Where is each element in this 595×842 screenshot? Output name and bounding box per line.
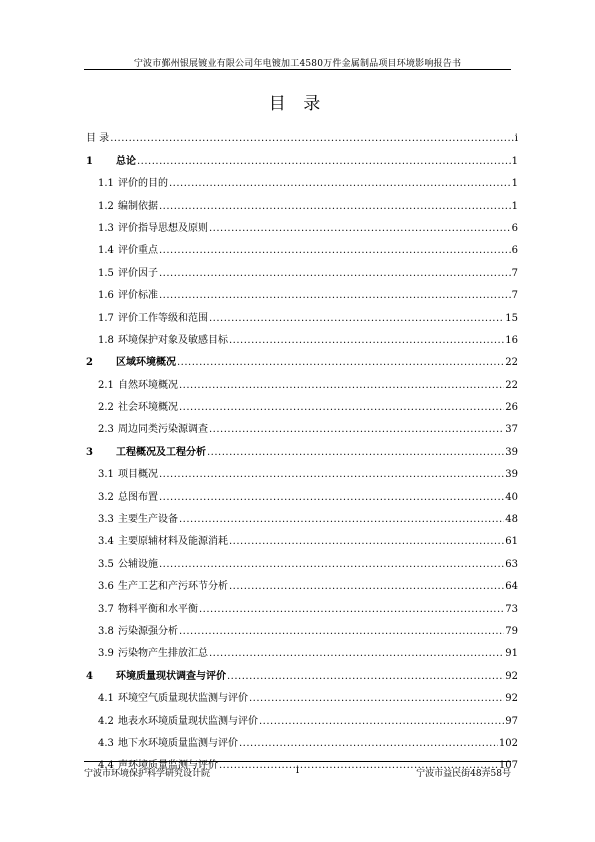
- toc-entry[interactable]: [86, 527, 518, 549]
- toc-entry-page: 97: [505, 715, 518, 727]
- toc-entry[interactable]: [86, 303, 518, 325]
- toc-entry[interactable]: [86, 482, 518, 504]
- toc-entry-page: 107: [498, 760, 518, 772]
- toc-entry-page: i: [514, 133, 518, 145]
- running-header: 宁波市鄞州银展镀业有限公司年电镀加工4580万件金属制品项目环境影响报告书: [133, 59, 462, 69]
- footer-address: 宁波市益民街48弄58号: [416, 769, 511, 779]
- toc-entry-number: 3.4: [98, 536, 114, 548]
- toc-entry-page: 102: [498, 737, 518, 749]
- toc-entry-label: 环境空气质量现状监测与评价: [118, 693, 248, 705]
- toc-dot-leader: [159, 244, 511, 258]
- toc-entry-label: 工程概况及工程分析: [116, 446, 206, 458]
- toc-entry-page: 7: [511, 267, 518, 279]
- toc-entry-number: 1.4: [98, 245, 114, 257]
- toc-entry[interactable]: [86, 326, 518, 348]
- toc-entry-page: 15: [505, 312, 518, 324]
- toc-entry-label: 地下水环境质量监测与评价: [118, 737, 238, 749]
- toc-entry-page: 22: [505, 357, 518, 369]
- toc-entry-page: 61: [505, 536, 518, 548]
- toc-dot-leader: [209, 222, 511, 236]
- toc-dot-leader: [177, 356, 504, 370]
- toc-dot-leader: [249, 692, 504, 706]
- toc-entry[interactable]: [86, 505, 518, 527]
- toc-entry-number: 1.8: [98, 334, 114, 346]
- toc-entry-page: 92: [505, 670, 518, 682]
- toc-entry-label: 评价因子: [118, 267, 158, 279]
- toc-dot-leader: [179, 379, 504, 393]
- toc-entry-number: 1.3: [98, 222, 114, 234]
- toc-entry-label: 公辅设施: [118, 558, 158, 570]
- toc-entry-page: 7: [511, 290, 518, 302]
- toc-entry-label: 评价指导思想及原则: [118, 222, 208, 234]
- toc-entry-page: 39: [505, 446, 518, 458]
- toc-entry-label: 声环境质量监测与评价: [118, 760, 218, 772]
- toc-dot-leader: [229, 535, 504, 549]
- toc-dot-leader: [209, 312, 504, 326]
- toc-entry-label: 污染源强分析: [118, 625, 178, 637]
- toc-entry-page: 37: [505, 424, 518, 436]
- toc-entry-number: 1: [86, 155, 93, 167]
- toc-entry[interactable]: [86, 706, 518, 728]
- toc-entry-label: 物料平衡和水平衡: [118, 603, 198, 615]
- toc-entry-page: 40: [505, 491, 518, 503]
- toc-entry-page: 64: [505, 581, 518, 593]
- toc-entry-page: 63: [505, 558, 518, 570]
- toc-entry[interactable]: [86, 684, 518, 706]
- toc-entry-label: 评价标准: [118, 290, 158, 302]
- toc-entry-page: 91: [505, 648, 518, 660]
- toc-entry[interactable]: [86, 169, 518, 191]
- toc-entry-page: 1: [511, 200, 518, 212]
- toc-entry-label: 项目概况: [118, 469, 158, 481]
- toc-entry-page: 73: [505, 603, 518, 615]
- page-title: 目 录: [268, 94, 327, 114]
- toc-dot-leader: [199, 603, 504, 617]
- toc-entry-number: 3.7: [98, 603, 114, 615]
- toc-entry-label: 地表水环境质量现状监测与评价: [118, 715, 258, 727]
- toc-dot-leader: [229, 334, 504, 348]
- toc-dot-leader: [159, 491, 504, 505]
- table-of-contents: [86, 124, 518, 773]
- footer-rule: [84, 761, 511, 762]
- toc-entry-number: 1.5: [98, 267, 114, 279]
- toc-entry[interactable]: [86, 617, 518, 639]
- toc-dot-leader: [159, 289, 511, 303]
- toc-dot-leader: [169, 177, 511, 191]
- toc-entry-number: 3.2: [98, 491, 114, 503]
- toc-dot-leader: [110, 132, 514, 146]
- footer-institute: 宁波市环境保护科学研究设计院: [84, 769, 211, 779]
- toc-entry-label: 环境保护对象及敏感目标: [118, 334, 228, 346]
- toc-entry-page: 48: [505, 514, 518, 526]
- toc-entry-label: 编制依据: [118, 200, 158, 212]
- toc-entry[interactable]: [86, 146, 518, 168]
- toc-entry[interactable]: [86, 460, 518, 482]
- toc-entry-label: 主要原辅材料及能源消耗: [118, 536, 228, 548]
- toc-entry-number: 2: [86, 357, 93, 369]
- toc-entry-number: 4.1: [98, 693, 114, 705]
- toc-entry-number: 2.2: [98, 402, 114, 414]
- toc-dot-leader: [159, 558, 504, 572]
- toc-entry-number: 3: [86, 446, 93, 458]
- toc-entry-page: 39: [505, 469, 518, 481]
- toc-entry[interactable]: [86, 370, 518, 392]
- toc-entry-number: 1.7: [98, 312, 114, 324]
- toc-entry-page: 79: [505, 625, 518, 637]
- toc-entry[interactable]: [86, 393, 518, 415]
- toc-entry-page: 6: [511, 222, 518, 234]
- toc-entry-label: 自然环境概况: [118, 379, 178, 391]
- toc-entry-number: 2.3: [98, 424, 114, 436]
- toc-dot-leader: [209, 423, 504, 437]
- toc-entry[interactable]: [86, 214, 518, 236]
- toc-entry-number: 3.9: [98, 648, 114, 660]
- toc-dot-leader: [179, 625, 504, 639]
- toc-entry-number: 4: [86, 670, 93, 682]
- toc-entry[interactable]: [86, 236, 518, 258]
- toc-entry[interactable]: [86, 639, 518, 661]
- toc-dot-leader: [179, 513, 504, 527]
- toc-entry-label: 周边同类污染源调查: [118, 424, 208, 436]
- toc-dot-leader: [227, 670, 504, 684]
- toc-entry[interactable]: [86, 281, 518, 303]
- toc-entry[interactable]: [86, 594, 518, 616]
- toc-entry-number: 3.6: [98, 581, 114, 593]
- toc-entry-number: 4.3: [98, 737, 114, 749]
- toc-dot-leader: [159, 468, 504, 482]
- toc-entry[interactable]: [86, 549, 518, 571]
- toc-dot-leader: [179, 401, 504, 415]
- footer-page-number: i: [295, 765, 300, 776]
- toc-entry-page: 16: [505, 334, 518, 346]
- toc-entry-page: 22: [505, 379, 518, 391]
- toc-entry[interactable]: [86, 415, 518, 437]
- header-rule: [84, 69, 511, 70]
- toc-dot-leader: [239, 737, 498, 751]
- toc-entry[interactable]: [86, 124, 518, 146]
- toc-entry-label: 总论: [116, 155, 136, 167]
- toc-entry[interactable]: [86, 191, 518, 213]
- toc-dot-leader: [159, 200, 511, 214]
- toc-entry[interactable]: [86, 729, 518, 751]
- toc-entry-number: 4.2: [98, 715, 114, 727]
- toc-entry-label: 评价重点: [118, 245, 158, 257]
- toc-entry[interactable]: [86, 572, 518, 594]
- toc-entry-label: 区域环境概况: [116, 357, 176, 369]
- toc-entry-label: 主要生产设备: [118, 514, 178, 526]
- toc-entry[interactable]: [86, 437, 518, 459]
- toc-entry-label: 污染物产生排放汇总: [118, 648, 208, 660]
- toc-entry-number: 4.4: [98, 760, 114, 772]
- toc-dot-leader: [159, 267, 511, 281]
- toc-entry-page: 6: [511, 245, 518, 257]
- toc-entry-number: 1.1: [98, 178, 114, 190]
- toc-dot-leader: [259, 715, 504, 729]
- toc-entry-page: 1: [511, 155, 518, 167]
- toc-entry-label: 评价的目的: [118, 178, 168, 190]
- toc-entry-page: 92: [505, 693, 518, 705]
- toc-entry-number: 1.6: [98, 290, 114, 302]
- toc-entry-number: 3.1: [98, 469, 114, 481]
- toc-dot-leader: [229, 580, 504, 594]
- toc-entry-label: 社会环境概况: [118, 402, 178, 414]
- toc-entry[interactable]: [86, 258, 518, 280]
- toc-dot-leader: [209, 647, 504, 661]
- toc-entry-label: 总图布置: [118, 491, 158, 503]
- toc-entry-number: 3.3: [98, 514, 114, 526]
- toc-entry-label: 生产工艺和产污环节分析: [118, 581, 228, 593]
- toc-entry-label: 评价工作等级和范围: [118, 312, 208, 324]
- toc-entry-label: 环境质量现状调查与评价: [116, 670, 226, 682]
- toc-entry[interactable]: [86, 348, 518, 370]
- toc-entry-label: 目 录: [86, 133, 110, 145]
- toc-dot-leader: [207, 446, 504, 460]
- toc-entry-number: 3.8: [98, 625, 114, 637]
- toc-entry-page: 1: [511, 178, 518, 190]
- toc-entry-number: 2.1: [98, 379, 114, 391]
- toc-entry[interactable]: [86, 661, 518, 683]
- toc-entry-page: 26: [505, 402, 518, 414]
- toc-entry-number: 3.5: [98, 558, 114, 570]
- toc-dot-leader: [137, 155, 511, 169]
- toc-entry-number: 1.2: [98, 200, 114, 212]
